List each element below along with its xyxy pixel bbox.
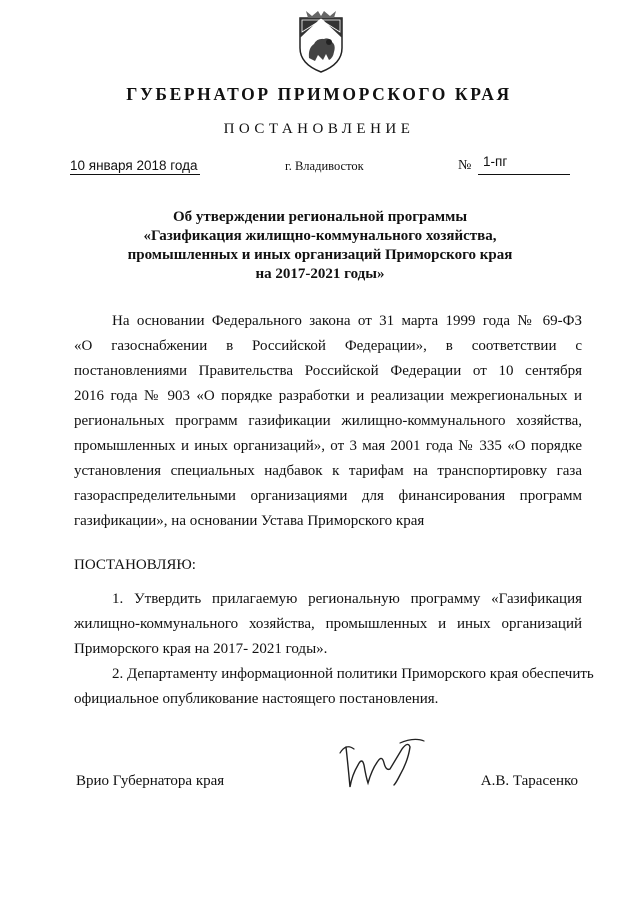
preamble-line: региональных программ газификации жилищно-коммунального хозяйства, — [74, 413, 582, 429]
document-title — [120, 208, 520, 284]
item-1-line: жилищно-коммунального хозяйства, промышленных и иных организаций — [74, 616, 582, 632]
preamble-line: На основании Федерального закона от 31 марта 1999 года № 69-ФЗ — [112, 313, 582, 329]
signatory-role: Врио Губернатора края — [76, 773, 225, 789]
number-sign: № — [458, 158, 472, 173]
document-number: 1-пг — [483, 154, 508, 169]
document-number-field — [478, 154, 570, 175]
preamble-line: «О газоснабжении в Российской Федерации», в соответствии с — [74, 338, 582, 354]
title-line: «Газификация жилищно-коммунального хозяйства, — [143, 228, 497, 244]
item-2-line: официальное опубликование настоящего постановления. — [74, 691, 439, 707]
coat-of-arms-emblem — [296, 8, 346, 78]
preamble-line: промышленных и иных организаций», от 3 мая 2001 года № 335 «О порядке — [74, 438, 582, 454]
item-1-line: 1. Утвердить прилагаемую региональную программу «Газификация — [112, 591, 582, 607]
item-1-line: Приморского края на 2017- 2021 годы». — [74, 641, 328, 657]
title-line: на 2017-2021 годы» — [255, 266, 385, 282]
preamble-line: установления специальных надбавок к тарифам на транспортировку газа — [74, 463, 582, 479]
decree-word: ПОСТАНОВЛЯЮ: — [74, 557, 196, 573]
preamble-line: газораспределительными организациями для финансирования программ — [74, 488, 582, 504]
preamble-line: 2016 года № 903 «О порядке разработки и реализации межрегиональных и — [74, 388, 582, 404]
signatory-name: А.В. Тарасенко — [480, 773, 578, 789]
issuer-title: ГУБЕРНАТОР ПРИМОРСКОГО КРАЯ — [126, 84, 512, 104]
title-line: промышленных и иных организаций Приморского края — [127, 247, 513, 263]
preamble-line: постановлениями Правительства Российской Федерации от 10 сентября — [74, 363, 582, 379]
handwritten-signature — [338, 735, 428, 795]
preamble-line: газификации», на основании Устава Приморского края — [74, 513, 425, 529]
document-city: г. Владивосток — [285, 159, 364, 173]
document-type: ПОСТАНОВЛЕНИЕ — [223, 121, 415, 137]
item-2-line: 2. Департаменту информационной политики Приморского края обеспечить — [112, 666, 594, 682]
title-line: Об утверждении региональной программы — [172, 209, 468, 225]
document-date: 10 января 2018 года — [70, 158, 198, 173]
